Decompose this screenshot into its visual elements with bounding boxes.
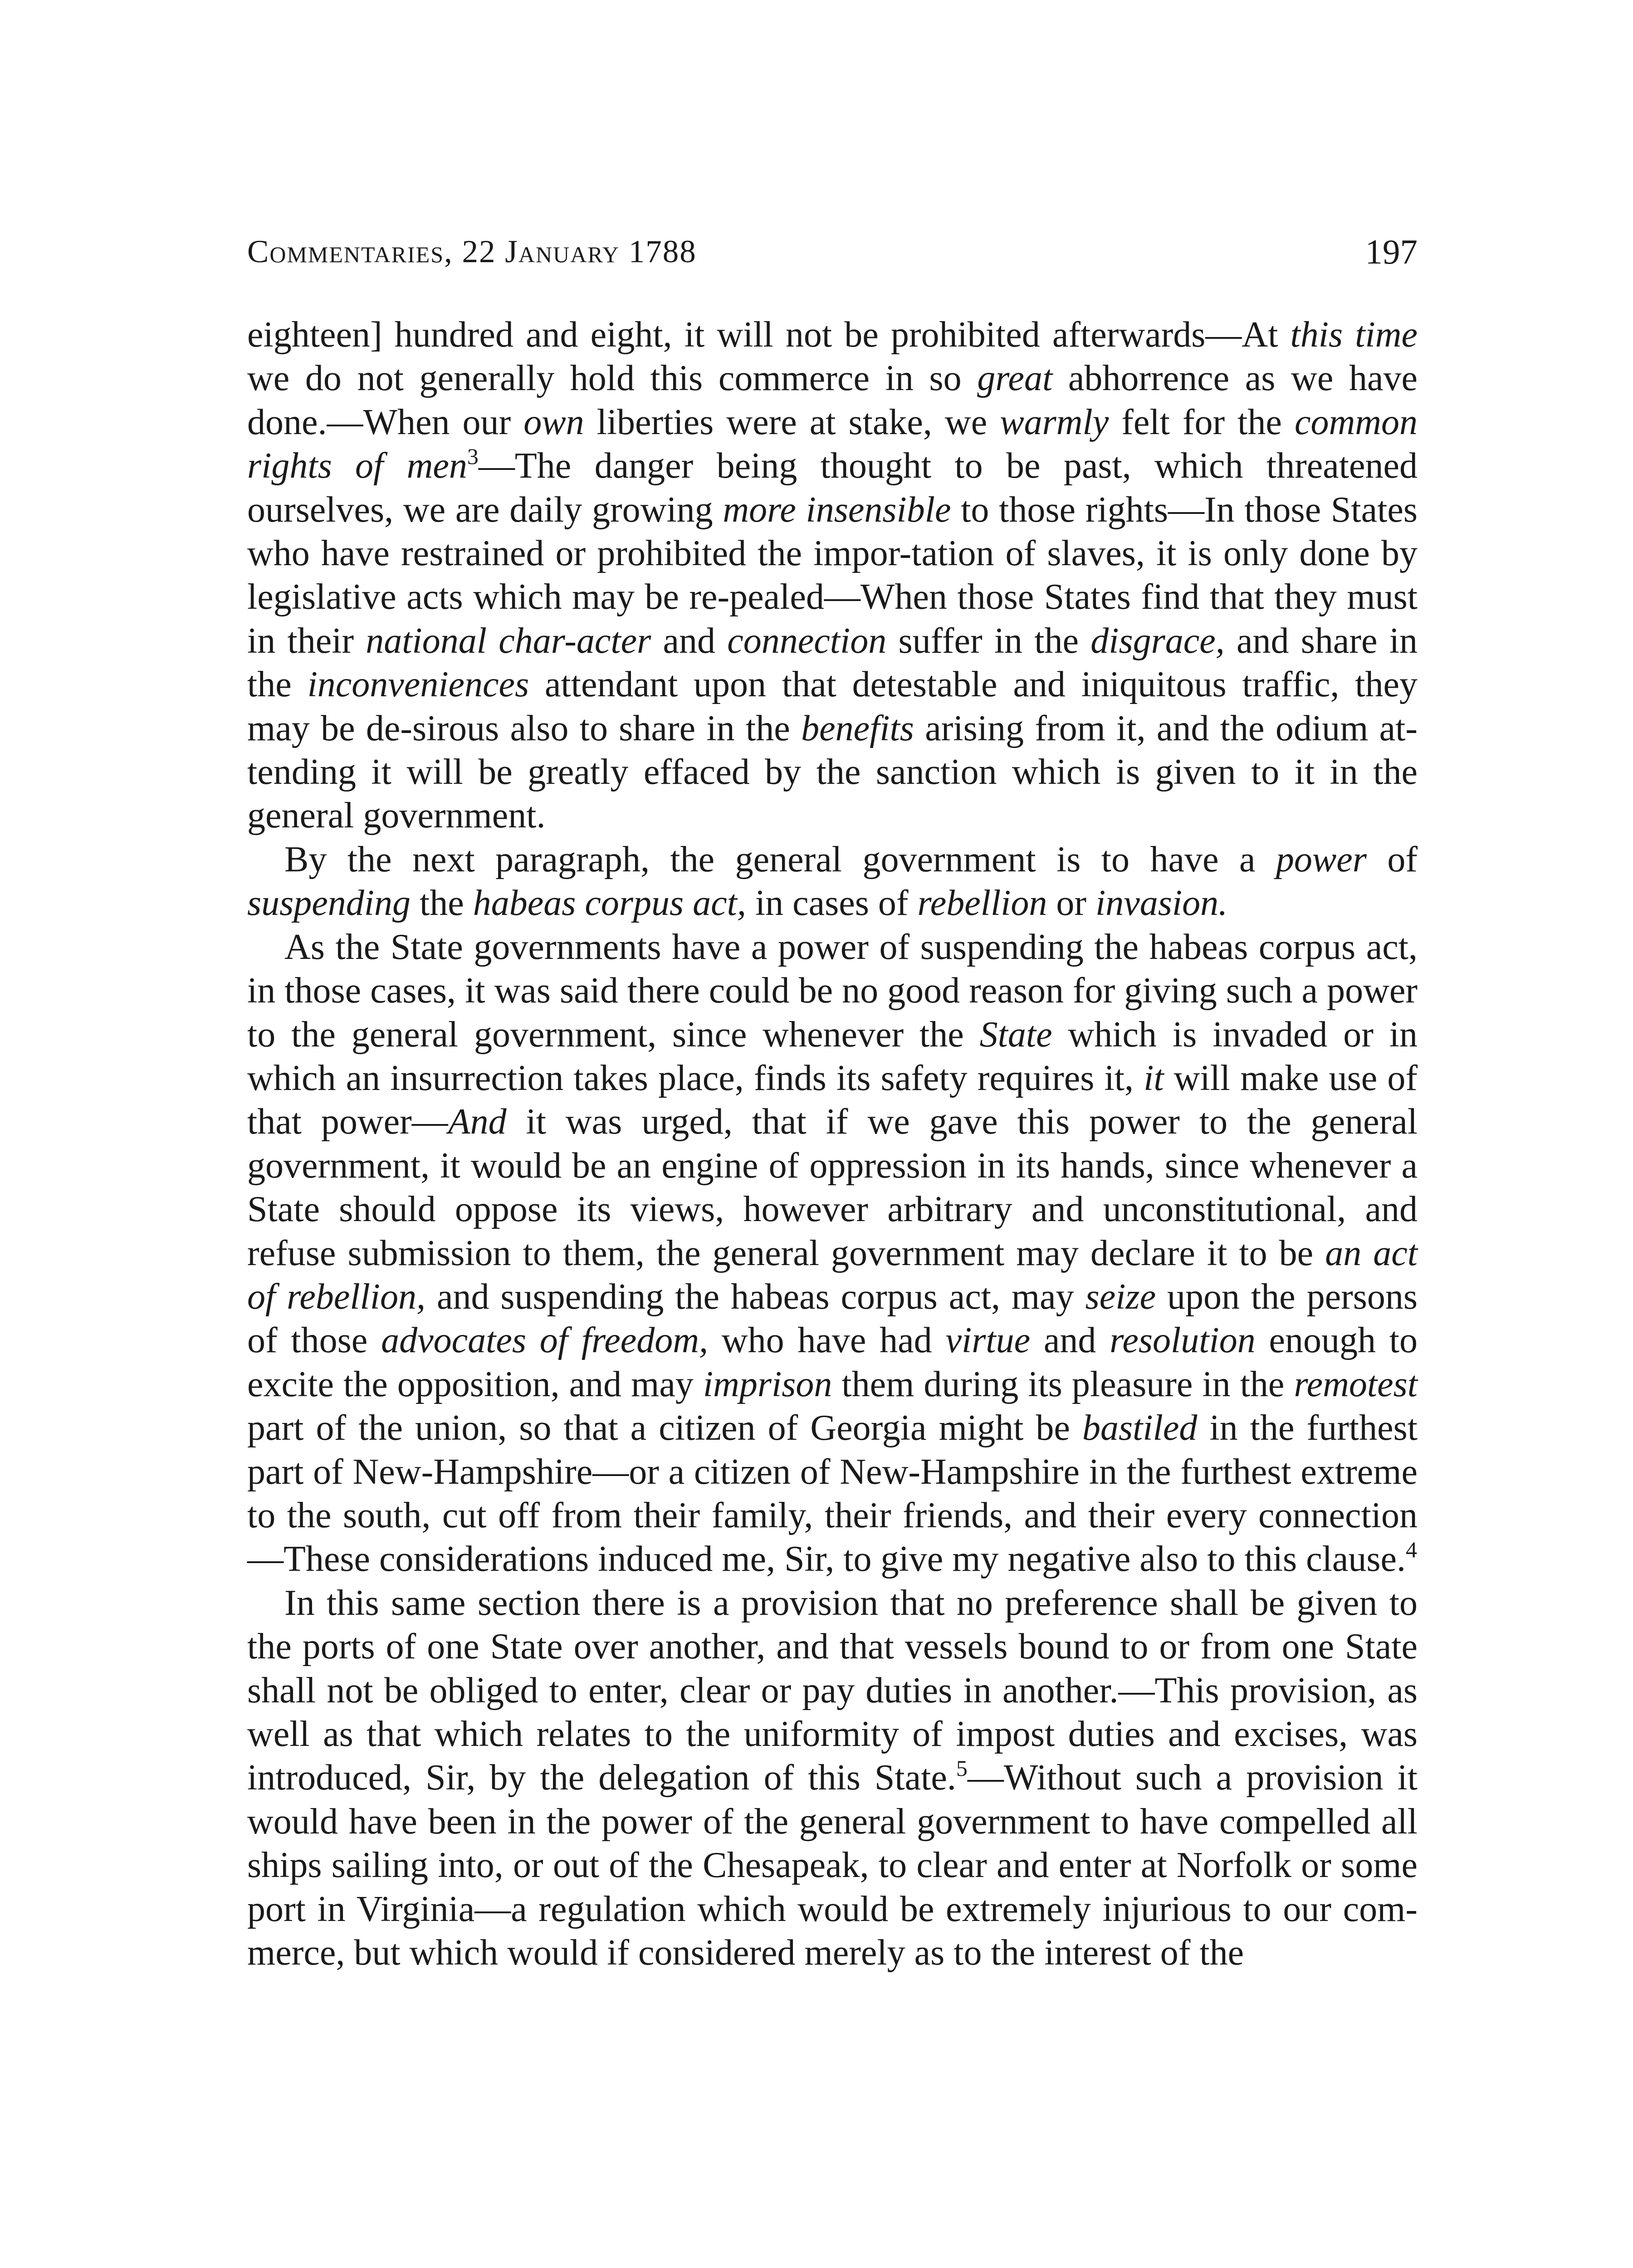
italic-text: bastiled — [1082, 1408, 1198, 1448]
text-run: in cases of — [746, 883, 918, 924]
italic-text: And — [448, 1102, 507, 1142]
text-run: suffer in the — [886, 621, 1091, 661]
text-run: —The danger being thought to be past, which threatened ourselves, we are daily growing — [247, 446, 1418, 530]
text-run: or — [1047, 883, 1096, 924]
text-run: them during its pleasure in the — [832, 1364, 1294, 1404]
text-run: the — [411, 883, 473, 924]
italic-text: national char-acter — [366, 621, 651, 661]
paragraph — [247, 838, 1418, 925]
running-head — [247, 229, 1418, 274]
italic-text: warmly — [1000, 402, 1109, 442]
text-run: In this same section there is a provision that no preference shall be given to the ports of one State over another, and that vessels bound to or from one State shall not be obliged to enter, clear or pay duties in another.—This provision, as well as that which relates to the uniformity of impost duties and excises, was introduced, Sir, by the delegation of this State. — [247, 1583, 1418, 1798]
italic-text: connection — [727, 621, 887, 661]
italic-text: benefits — [801, 708, 914, 748]
italic-text: virtue — [945, 1320, 1031, 1361]
italic-text: rebellion — [917, 883, 1047, 924]
italic-text: more insensible — [723, 489, 951, 530]
text-run: to those rights—In those States who have restrained or prohibited the impor-tation of slaves, it is only done by legislative acts which may be re-pealed—When those States find that they must in their — [247, 489, 1418, 661]
italic-text: power — [1276, 839, 1367, 880]
italic-text: seize — [1085, 1276, 1156, 1317]
text-run: arising from it, and the odium at-tending it will be greatly effaced by the sanction which is given to it in the general government. — [247, 708, 1418, 836]
italic-text: great — [977, 358, 1053, 399]
text-run: and — [1030, 1320, 1110, 1361]
text-run: who have had — [708, 1320, 946, 1361]
italic-text: habeas corpus act, — [473, 883, 746, 924]
paragraph — [247, 1581, 1418, 1975]
text-run: enough to excite the opposition, and may — [247, 1320, 1418, 1404]
text-run: it was urged, that if we gave this power to the general government, it would be an engine of oppression in its hands, since whenever a State should oppose its views, however arbitrary and unconstitutional, and refuse submission to them, the general government may declare it to be — [247, 1102, 1418, 1273]
italic-text: invasion. — [1095, 883, 1228, 924]
text-run: By the next paragraph, the general government is to have a — [284, 839, 1276, 880]
text-run: eighteen] hundred and eight, it will not be prohibited afterwards—At — [247, 315, 1291, 355]
text-run: liberties were at stake, we — [584, 402, 1000, 442]
italic-text: inconveniences — [307, 665, 529, 705]
italic-text: this time — [1290, 315, 1418, 355]
paragraph — [247, 313, 1418, 838]
text-run: part of the union, so that a citizen of Georgia might be — [247, 1408, 1083, 1448]
italic-text: an act of rebellion, — [247, 1233, 1418, 1317]
text-run: and — [651, 621, 728, 661]
text-run: —Without such a provision it would have been in the power of the general government to have compelled all ships sailing into, or out of the Chesapeak, to clear and enter at Norfolk or some port in Virginia—a regulation which would be extremely injurious to our com-merce, but which would if considered merely as to the interest of the — [247, 1758, 1418, 1973]
italic-text: State — [979, 1014, 1052, 1055]
text-run: abhorrence as we have done.—When our — [247, 358, 1418, 442]
italic-text: remotest — [1294, 1364, 1418, 1404]
italic-text: advocates of freedom, — [381, 1320, 708, 1361]
text-run: upon the persons of those — [247, 1276, 1418, 1361]
text-run: which is invaded or in which an insurrection takes place, finds its safety requires it, — [247, 1014, 1418, 1098]
italic-text: disgrace, — [1090, 621, 1225, 661]
paragraph — [247, 925, 1418, 1581]
text-run: As the State governments have a power of suspending the habeas corpus act, in those cases, it was said there could be no good reason for giving such a power to the general government, since whenever the — [247, 927, 1418, 1055]
text-run: felt for the — [1109, 402, 1295, 442]
text-run: of — [1366, 839, 1418, 880]
italic-text: common rights of men — [247, 402, 1418, 486]
text-run: we do not generally hold this commerce in so — [247, 358, 978, 399]
running-head-title: Commentaries, 22 January 1788 — [247, 234, 697, 269]
text-run: and suspending the habeas corpus act, may — [425, 1276, 1085, 1317]
italic-text: resolution — [1110, 1320, 1256, 1361]
text-run: attendant upon that detestable and iniquitous traffic, they may be de-sirous also to share in the — [247, 665, 1418, 748]
text-run: and share in the — [247, 621, 1418, 705]
body-text — [247, 313, 1418, 1975]
footnote-reference: 3 — [467, 444, 479, 469]
italic-text: own — [523, 402, 584, 442]
footnote-reference: 4 — [1405, 1537, 1417, 1563]
text-run: will make use of that power— — [247, 1058, 1418, 1142]
page-number: 197 — [1365, 232, 1418, 271]
italic-text: it — [1144, 1058, 1164, 1098]
footnote-reference: 5 — [956, 1755, 968, 1781]
italic-text: suspending — [247, 883, 411, 924]
text-run: in the furthest part of New-Hampshire—or a citizen of New-Hampshire in the furthest extreme to the south, cut off from their family, their friends, and their every connection—These considerations induced me, Sir, to give my negative also to this clause. — [247, 1408, 1418, 1579]
italic-text: imprison — [703, 1364, 832, 1404]
